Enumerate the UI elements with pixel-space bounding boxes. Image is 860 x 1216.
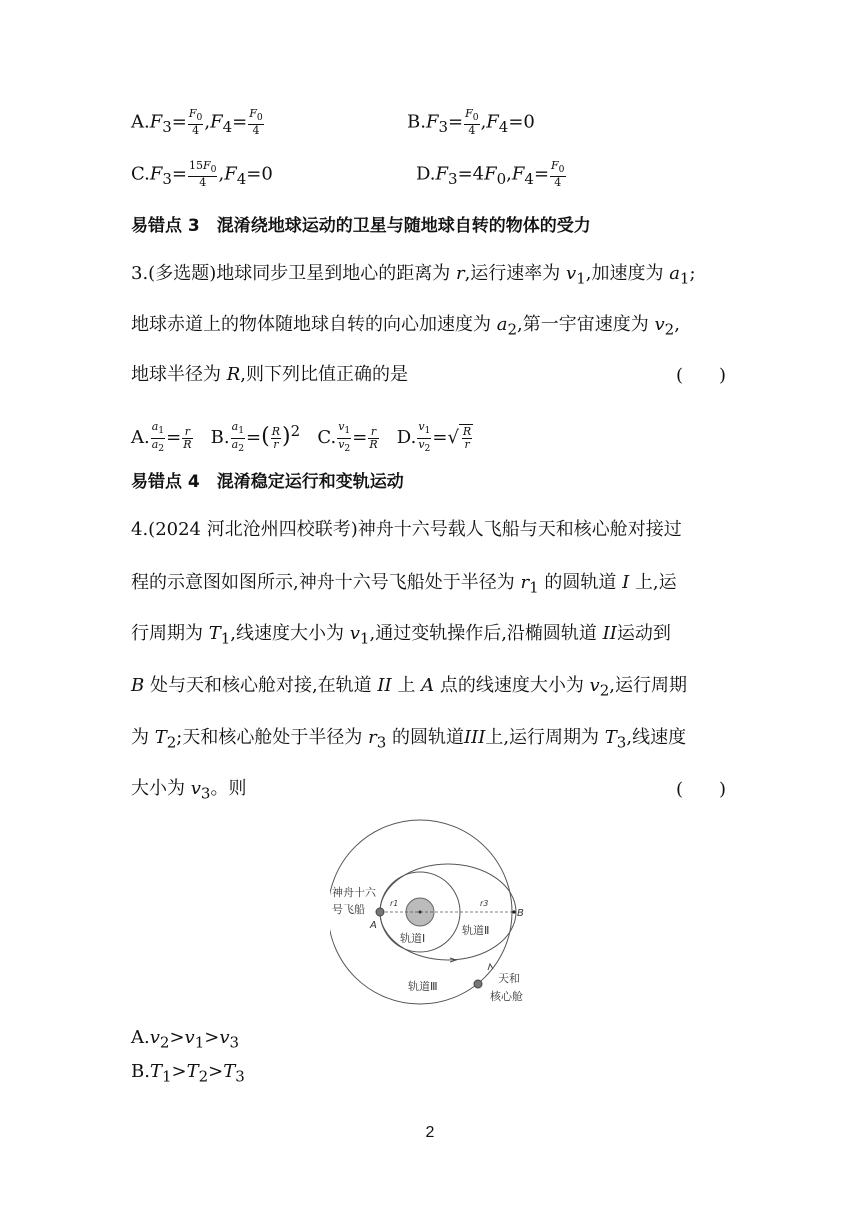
q3-line-3: 地球半径为 R,则下列比值正确的是	[131, 364, 409, 385]
q4-line-2: 程的示意图如图所示,神舟十六号飞船处于半径为 $r_1$ 的圆轨道 I 上,运	[131, 572, 677, 597]
label-orbit-2: 轨道Ⅱ	[462, 924, 490, 937]
label-orbit-1: 轨道Ⅰ	[400, 932, 426, 945]
q4-line-1: 4.(2024 河北沧州四校联考)神舟十六号载人飞船与天和核心舱对接过	[131, 519, 682, 540]
q2-option-d: $D.F_3=4F_0,F_4=$ $\frac{F_0}{4}$	[416, 159, 565, 190]
label-tianhe-2: 核心舱	[490, 990, 523, 1003]
point-b-marker	[512, 910, 515, 913]
label-point-a: A	[370, 920, 377, 931]
q3-line-1: 3.(多选题)地球同步卫星到地心的距离为 r,运行速率为 $v_1$,加速度为 $a_1$;	[131, 263, 696, 288]
shenzhou-spacecraft-icon	[376, 908, 384, 916]
orbit-diagram	[330, 818, 570, 1014]
label-shenzhou-2: 号飞船	[332, 903, 365, 916]
q2-option-b: $B.F_3=$ $\frac{F_0}{4}$ $,F_4=0$	[407, 107, 535, 138]
q4-line-5: 为 $T_2$;天和核心舱处于半径为 $r_3$ 的圆轨道III上,运行周期为 $T_3$,线速度	[131, 727, 687, 752]
q4-line-3: 行周期为 $T_1$,线速度大小为 $v_1$,通过变轨操作后,沿椭圆轨道 II运动到	[131, 623, 671, 648]
page-number: 2	[425, 1124, 435, 1141]
q2-option-a: $A.F_3=$ $\frac{F_0}{4}$ $,F_4=$ $\frac{F_0}{4}$	[131, 107, 263, 138]
label-r3: r3	[480, 899, 489, 908]
q4-answer-paren: ( )	[676, 779, 727, 800]
q4-line-4: B 处与天和核心舱对接,在轨道 II 上 A 点的线速度大小为 $v_2$,运行周期	[131, 675, 687, 700]
q4-option-b: $B.T_1>T_2>T_3$	[131, 1061, 245, 1086]
q4-option-a: $A.v_2>v_1>v_3$	[131, 1027, 240, 1052]
label-tianhe-1: 天和	[498, 972, 520, 985]
q3-answer-paren: ( )	[676, 365, 727, 386]
q4-line-6: 大小为 $v_3$。则	[131, 778, 247, 803]
label-r1: r1	[390, 899, 399, 908]
q3-options: A. $\frac{a_1}{a_2}$ = $\frac{r}{R}$ B. $\frac{a_1}{a_2}$ =( $\frac{R}{r}$ )$^2$ C. $\frac{v_1}{v_2}$ = $\frac{r}{R}$ D. $\frac{v_1}{v_2}$ =√ $\frac{R}{r}$	[131, 420, 472, 454]
label-point-b: B	[517, 908, 524, 919]
tianhe-module-icon	[474, 980, 482, 988]
label-shenzhou-1: 神舟十六	[332, 886, 376, 899]
label-orbit-3: 轨道Ⅲ	[408, 980, 438, 993]
section-3-title: 易错点 3 混淆绕地球运动的卫星与随地球自转的物体的受力	[131, 216, 591, 236]
q3-line-2: 地球赤道上的物体随地球自转的向心加速度为 $a_2$,第一宇宙速度为 $v_2$,	[131, 314, 680, 339]
section-4-title: 易错点 4 混淆稳定运行和变轨运动	[131, 472, 404, 492]
q2-option-c: $C.F_3=$ $\frac{15F_0}{4}$ $,F_4=0$	[131, 159, 273, 190]
